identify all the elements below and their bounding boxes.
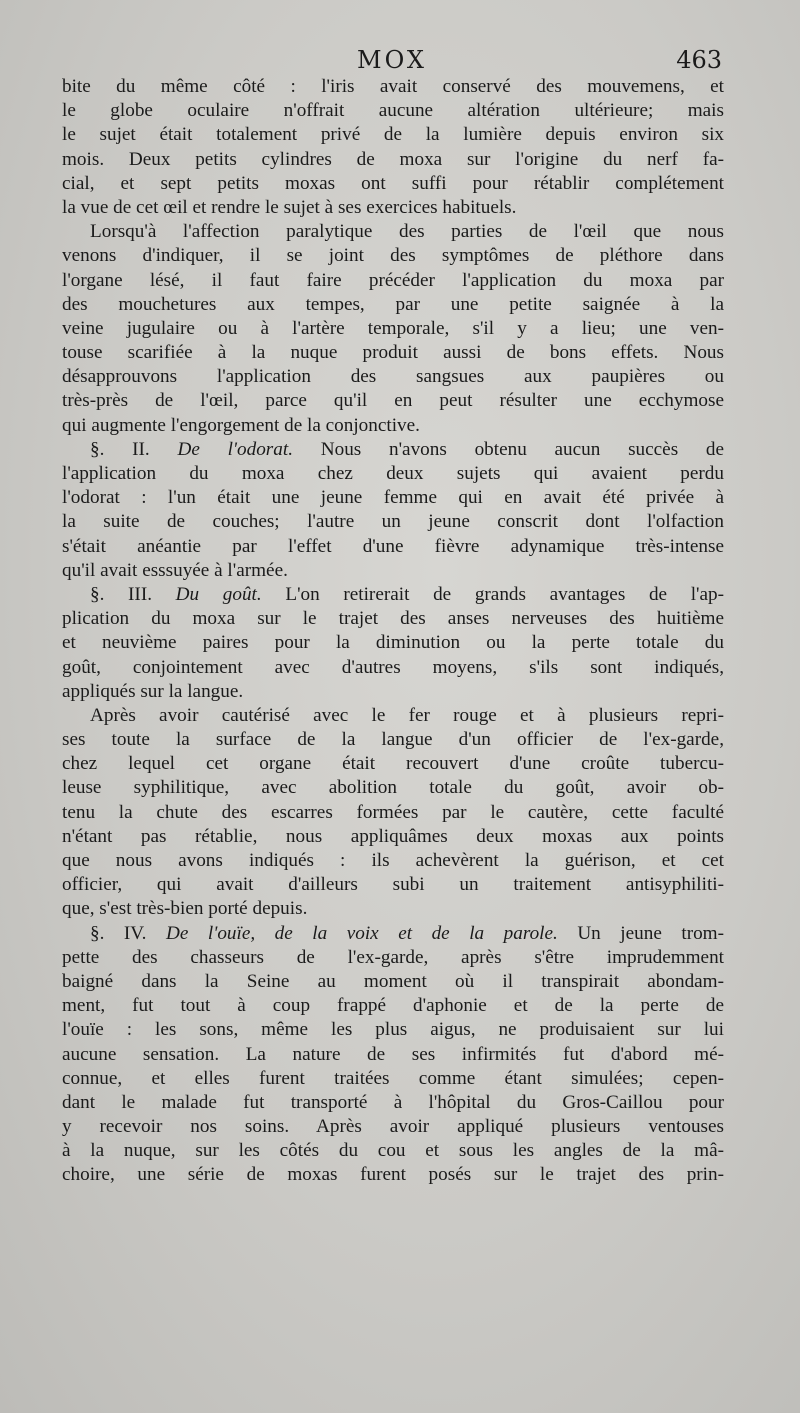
text-line: ment, fut tout à coup frappé d'aphonie et de la perte de	[62, 995, 724, 1017]
text-line: dant le malade fut transporté à l'hôpital du Gros-Caillou pour	[62, 1091, 724, 1113]
text-line: connue, et elles furent traitées comme étant simulées; cepen-	[62, 1067, 724, 1089]
text-line: que nous avons indiqués : ils achevèrent la guérison, et cet	[62, 850, 724, 871]
text-line: des mouchetures aux tempes, par une petite saignée à la	[62, 293, 724, 315]
paragraph	[62, 75, 724, 220]
text-line: le sujet était totalement privé de la lumière depuis environ six	[62, 124, 724, 146]
section-first-line	[62, 438, 724, 462]
page-header	[62, 44, 722, 76]
text-line: et neuvième paires pour la diminution ou la perte totale du	[62, 632, 724, 654]
text-line: Après avoir cautérisé avec le fer rouge et à plusieurs repri-	[90, 704, 724, 726]
section-title: De l'ouïe, de la voix et de la parole.	[166, 922, 558, 944]
text-line: le globe oculaire n'offrait aucune altération ultérieure; mais	[62, 100, 724, 122]
section-first-text: Nous n'avons obtenu aucun succès de	[320, 438, 724, 460]
section-first-text: L'on retirerait de grands avantages de l'ap-	[285, 583, 724, 605]
text-line: aucune sensation. La nature de ses infirmités fut d'abord mé-	[62, 1043, 724, 1065]
text-line: l'odorat : l'un était une jeune femme qui en avait été privée à	[62, 487, 724, 509]
text-line: à la nuque, sur les côtés du cou et sous les angles de la mâ-	[62, 1140, 724, 1162]
text-line: touse scarifiée à la nuque produit aussi de bons effets. Nous	[62, 342, 724, 364]
section-number: §. IV.	[90, 922, 147, 944]
section-odorat	[62, 438, 724, 583]
paragraph	[62, 220, 724, 438]
section-number: §. III.	[90, 583, 153, 605]
section-first-line	[62, 583, 724, 607]
text-line: qui augmente l'engorgement de la conjonctive.	[62, 414, 420, 436]
text-line: leuse syphilitique, avec abolition totale du goût, avoir ob-	[62, 777, 724, 799]
section-ouie	[62, 922, 724, 1188]
section-number: §. II.	[90, 438, 150, 460]
text-line: y recevoir nos soins. Après avoir appliqué plusieurs ventouses	[62, 1116, 724, 1138]
text-line: veine jugulaire ou à l'artère temporale, s'il y a lieu; une ven-	[62, 317, 724, 339]
text-line: n'étant pas rétablie, nous appliquâmes deux moxas aux points	[62, 825, 724, 847]
running-head: MOX	[357, 46, 427, 74]
section-first-text: Un jeune trom-	[577, 922, 724, 944]
text-line: ses toute la surface de la langue d'un officier de l'ex-garde,	[62, 729, 724, 751]
text-line: très-près de l'œil, parce qu'il en peut résulter une ecchymose	[62, 390, 724, 412]
text-line: officier, qui avait d'ailleurs subi un traitement antisyphiliti-	[62, 874, 724, 896]
section-title: Du goût.	[175, 583, 262, 605]
text-line: choire, une série de moxas furent posés sur le trajet des prin-	[62, 1164, 724, 1186]
text-line: l'ouïe : les sons, même les plus aigus, ne produisaient sur lui	[62, 1019, 724, 1041]
section-first-line	[62, 922, 724, 946]
text-line: pette des chasseurs de l'ex-garde, après s'être imprudemment	[62, 946, 724, 968]
paragraph	[62, 704, 724, 922]
text-line: désapprouvons l'application des sangsues aux paupières ou	[62, 366, 724, 388]
text-line: cial, et sept petits moxas ont suffi pour rétablir complétement	[62, 172, 724, 194]
text-line: l'application du moxa chez deux sujets qui avaient perdu	[62, 463, 724, 484]
text-line: la vue de cet œil et rendre le sujet à ses exercices habituels.	[62, 196, 517, 218]
text-line: mois. Deux petits cylindres de moxa sur l'origine du nerf fa-	[62, 148, 724, 170]
text-line: venons d'indiquer, il se joint des symptômes de pléthore dans	[62, 245, 724, 267]
body-text	[62, 75, 724, 1188]
text-line: goût, conjointement avec d'autres moyens, s'ils sont indiqués,	[62, 656, 724, 678]
text-line: chez lequel cet organe était recouvert d'une croûte tubercu-	[62, 753, 724, 775]
section-title: De l'odorat.	[177, 438, 293, 460]
text-line: plication du moxa sur le trajet des anses nerveuses des huitième	[62, 608, 724, 630]
text-line: s'était anéantie par l'effet d'une fièvre adynamique très-intense	[62, 535, 724, 557]
text-line: que, s'est très-bien porté depuis.	[62, 898, 308, 920]
text-line: l'organe lésé, il faut faire précéder l'application du moxa par	[62, 269, 724, 291]
section-gout	[62, 583, 724, 704]
text-line: appliqués sur la langue.	[62, 680, 244, 702]
text-line: baigné dans la Seine au moment où il transpirait abondam-	[62, 970, 724, 992]
page-number: 463	[676, 46, 722, 74]
text-line: Lorsqu'à l'affection paralytique des parties de l'œil que nous	[90, 221, 724, 243]
text-line: tenu la chute des escarres formées par le cautère, cette faculté	[62, 801, 724, 823]
text-line: la suite de couches; l'autre un jeune conscrit dont l'olfaction	[62, 511, 724, 533]
text-line: bite du même côté : l'iris avait conservé des mouvemens, et	[62, 76, 724, 97]
text-line: qu'il avait esssuyée à l'armée.	[62, 559, 288, 581]
